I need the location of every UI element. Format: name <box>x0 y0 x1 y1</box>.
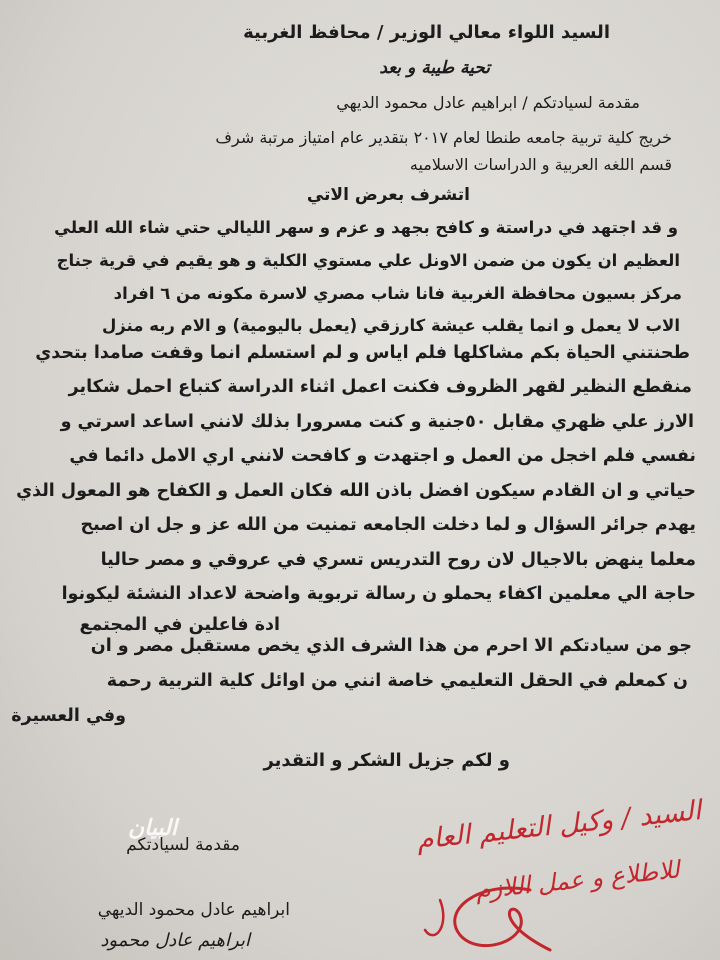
body-line-6: منقطع النظير لقهر الظروف فكنت اعمل اثناء الدراسة كتباع احمل شكاير <box>68 377 692 397</box>
addressee-line: السيد اللواء معالي الوزير / محافظ الغربية <box>243 22 610 43</box>
body-line-5: طحنتني الحياة بكم مشاكلها فلم اياس و لم استسلم انما وقفت صامدا بتحدي <box>35 343 690 363</box>
annotation-line-1: السيد / وكيل التعليم العام <box>415 795 703 856</box>
body-line-13: ادة فاعلين في المجتمع <box>79 615 280 635</box>
handwritten-signature: ابراهيم عادل محمود <box>100 930 250 951</box>
body-line-15: ن كمعلم في الحقل التعليمي خاصة انني من اوائل كلية التربية رحمة <box>106 671 688 691</box>
signer-name: ابراهيم عادل محمود الديهي <box>97 900 290 920</box>
section-heading: اتشرف بعرض الاتي <box>306 185 470 205</box>
body-line-8: نفسي فلم اخجل من العمل و اجتهدت و كافحت لانني اري الامل دائما في <box>69 446 696 466</box>
body-line-12: حاجة الي معلمين اكفاء يحملو ن رسالة تربوية واضحة لاعداد النشئة ليكونوا <box>61 584 696 604</box>
body-line-1: و قد اجتهد في دراستة و كافح بجهد و عزم و سهر الليالي حتي شاء الله العلي <box>54 218 678 237</box>
qualification-line-1: خريج كلية تربية جامعه طنطا لعام ٢٠١٧ بتقدير عام امتياز مرتبة شرف <box>215 128 672 147</box>
body-line-9: حياتي و ان القادم سيكون افضل باذن الله فكان العمل و الكفاح هو المعول الذي <box>16 481 696 501</box>
body-line-7: الارز علي ظهري مقابل ٥٠جنية و كنت مسرورا بذلك لانني اساعد اسرتي و <box>60 412 694 432</box>
qualification-line-2: قسم اللغه العربية و الدراسات الاسلاميه <box>409 155 672 174</box>
red-signature-scribble <box>420 870 560 960</box>
greeting-line: تحية طيبة و بعد <box>379 58 490 78</box>
body-line-16: وفي العسيرة <box>11 706 126 726</box>
submitted-by-line: مقدمة لسيادتكم / ابراهيم عادل محمود الديهي <box>336 93 640 112</box>
body-line-10: يهدم جرائر السؤال و لما دخلت الجامعه تمنيت من الله عز و جل ان اصبح <box>80 515 696 535</box>
body-line-3: مركز بسيون محافظة الغربية فانا شاب مصري لاسرة مكونه من ٦ افراد <box>113 284 682 303</box>
watermark-logo: البيان <box>128 815 177 841</box>
body-line-2: العظيم ان يكون من ضمن الاونل علي مستوي الكلية و هو يقيم في قرية جناج <box>56 251 680 270</box>
body-line-14: جو من سيادتكم الا احرم من هذا الشرف الذي يخص مستقبل مصر و ان <box>90 636 692 656</box>
body-line-11: معلما ينهض بالاجيال لان روح التدريس تسري في عروقي و مصر حاليا <box>100 550 696 570</box>
closing-line: و لكم جزيل الشكر و التقدير <box>263 750 510 771</box>
signoff-line: مقدمة لسيادتكم <box>126 835 240 855</box>
annotation-line-2: للاطلاع و عمل اللازم <box>474 855 681 905</box>
body-line-4: الاب لا يعمل و انما يقلب عيشة كارزقي (يعمل باليومية) و الام ربه منزل <box>101 316 680 335</box>
